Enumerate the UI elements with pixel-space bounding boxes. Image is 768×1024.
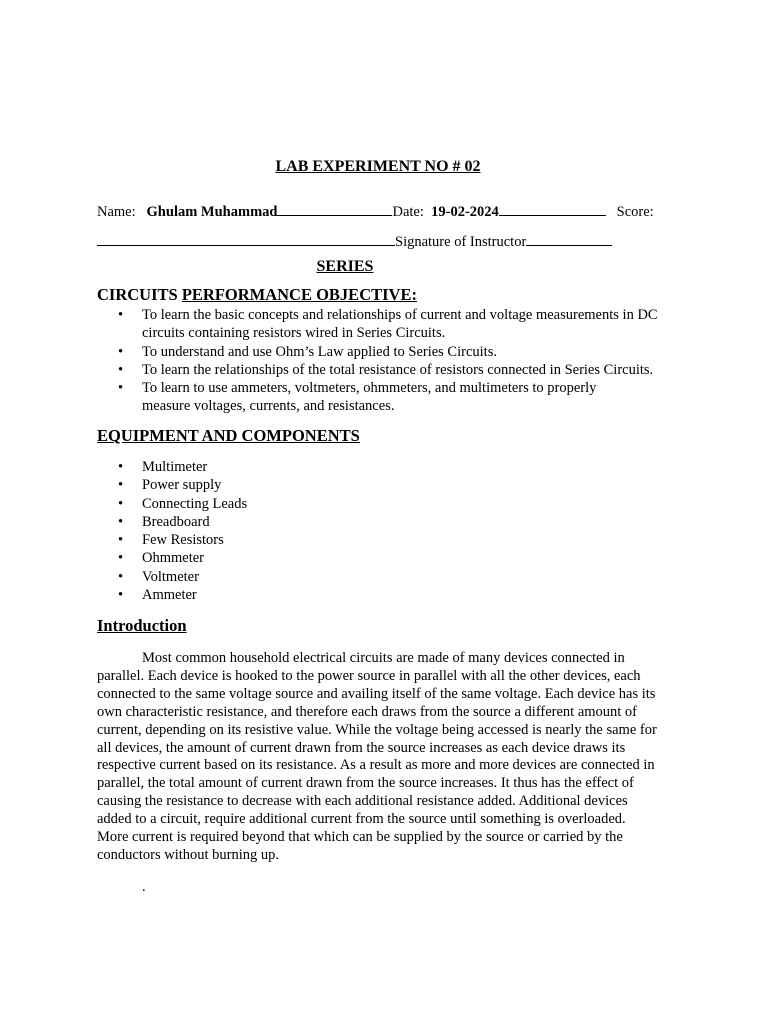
bullet-icon: • [118,513,124,530]
equipment-item-text: Multimeter [142,459,208,475]
signature-label: Signature of Instructor [395,234,527,250]
list-item [97,458,497,476]
bullet-icon: • [118,532,124,549]
objective-heading [97,285,417,305]
objective-item-text: To learn the relationships of the total resistance of resistors connected in Series Circuits. [142,361,654,378]
bullet-icon: • [118,568,124,585]
equipment-item-text: Power supply [142,477,222,494]
signature-row [97,231,612,251]
bullet-icon: • [118,361,124,378]
bullet-icon: • [118,495,124,512]
list-item [97,306,687,343]
introduction-heading: Introduction [97,616,187,635]
bullet-icon: • [118,550,124,567]
date-blank-line [499,201,606,216]
objective-heading-prefix: CIRCUITS [97,285,182,304]
list-item [97,476,497,494]
list-item [97,495,497,513]
score-label: Score: [616,204,654,220]
name-value: Ghulam Muhammad [146,204,278,220]
date-label: Date: [392,204,424,220]
list-item [97,379,687,416]
bullet-icon: • [118,343,124,360]
name-label: Name: [97,204,136,220]
list-item [97,343,687,361]
list-item [97,531,497,549]
equipment-item-text: Breadboard [142,513,210,530]
objective-heading-underlined: PERFORMANCE OBJECTIVE: [181,285,417,304]
equipment-item-text: Ohmmeter [142,550,205,567]
objective-item-text: To learn the basic concepts and relationships of current and voltage measurements in DC circuits containing resistors wired in Series Circuits. [142,307,658,342]
bullet-icon: • [118,459,124,475]
name-date-score-row [97,201,654,221]
equipment-item-text: Few Resistors [142,532,224,549]
series-heading: SERIES [316,258,374,275]
date-value: 19-02-2024 [431,204,499,220]
bullet-icon: • [118,587,124,604]
trailing-dot: . [142,879,146,895]
equipment-item-text: Connecting Leads [142,495,248,512]
introduction-paragraph: Most common household electrical circuits are made of many devices connected in parallel. Each device is hooked to the power source in parallel with all the other devices, each connected to the same voltage source and availing itself of the same voltage. Each device has its own characteristic resistance, and therefore each draws from the source a different amount of current, depending on its resistive value. While the voltage being accessed is nearly the same for all devices, the amount of current drawn from the source increases as each device draws its respective current based on its resistance. As a result as more and more devices are connected in parallel, the total amount of current drawn from the source increases. It thus has the effect of causing the resistance to decrease with each additional resistance added. Additional devices added to a circuit, require additional current from the source until something is overloaded. More current is required beyond that which can be supplied by the source or carried by the conductors without burning up. [97,650,657,863]
equipment-list [97,458,497,604]
list-item [97,361,687,379]
name-blank-line [277,201,392,216]
page-title: LAB EXPERIMENT NO # 02 [275,158,481,175]
objective-item-text: To learn to use ammeters, voltmeters, ohmmeters, and multimeters to properly measure voltages, currents, and resistances. [142,380,597,415]
list-item [97,586,497,604]
objective-item-text: To understand and use Ohm’s Law applied to Series Circuits. [142,343,497,360]
bullet-icon: • [118,477,124,494]
list-item [97,549,497,567]
score-blank-line [97,231,395,246]
list-item [97,513,497,531]
bullet-icon: • [118,307,124,323]
equipment-heading: EQUIPMENT AND COMPONENTS [97,426,360,445]
signature-blank-line [526,231,612,246]
equipment-item-text: Ammeter [142,587,197,604]
objective-list [97,306,687,416]
list-item [97,568,497,586]
bullet-icon: • [118,380,124,397]
equipment-item-text: Voltmeter [142,568,199,585]
